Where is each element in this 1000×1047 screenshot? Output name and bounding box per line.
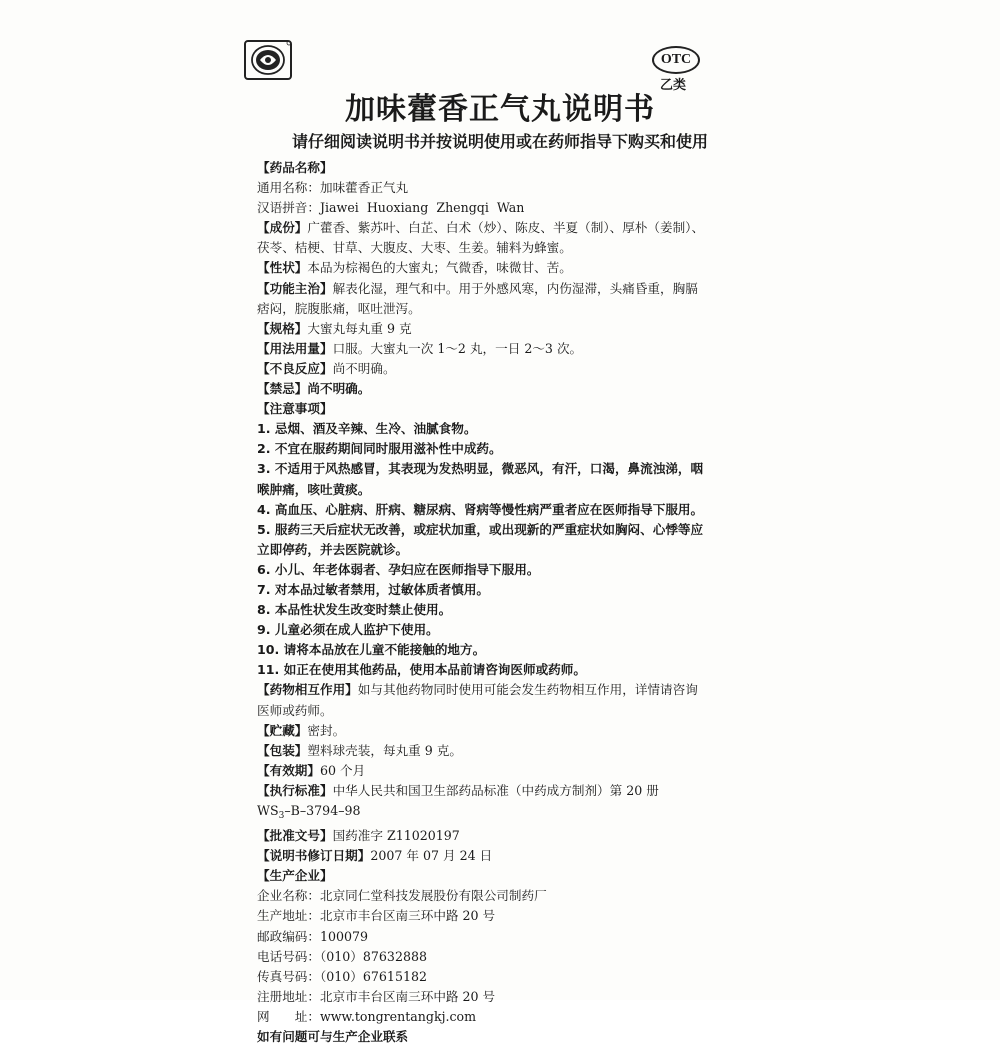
postcode-value: 100079 (319, 928, 369, 944)
precaution-item: 4. 高血压、心脏病、肝病、糖尿病、肾病等慢性病严重者应在医师指导下服用。 (257, 501, 704, 517)
precaution-item: 立即停药，并去医院就诊。 (257, 541, 409, 557)
indication-line-1: 解表化湿，理气和中。用于外感风寒，内伤湿滞，头痛昏重，胸膈 (332, 280, 698, 296)
website-link[interactable]: www.tongrentangkj.com (319, 1008, 477, 1024)
registered-address-row (257, 987, 727, 1007)
precaution-item: 喉肿痛，咳吐黄痰。 (257, 481, 371, 497)
postcode-row (257, 927, 727, 947)
contraindication-row (257, 379, 727, 399)
approval-row (257, 826, 727, 846)
pinyin-value: Jiawei Huoxiang Zhengqi Wan (319, 200, 525, 216)
character-label: 【性状】 (257, 260, 308, 276)
precaution-item: 10. 请将本品放在儿童不能接触的地方。 (257, 642, 486, 658)
package-row (257, 741, 727, 761)
validity-value: 60 个月 (319, 762, 366, 778)
manufacturer-label: 【生产企业】 (257, 868, 333, 884)
adverse-value: 尚不明确。 (332, 360, 396, 376)
ingredients-label: 【成份】 (257, 220, 308, 236)
section-drug-name-label: 【药品名称】 (257, 160, 333, 175)
revision-label: 【说明书修订日期】 (257, 848, 371, 864)
company-row (257, 886, 727, 906)
contraindication-label: 【禁忌】 (257, 381, 308, 397)
ingredients-line-1: 广藿香、紫苏叶、白芷、白术（炒）、陈皮、半夏（制）、厚朴（姜制）、 (307, 220, 705, 236)
dosage-value: 口服。大蜜丸一次 1～2 丸，一日 2～3 次。 (332, 340, 583, 356)
phone-row (257, 947, 727, 967)
address-row (257, 906, 727, 926)
standard-code-subscript: 3 (278, 811, 285, 821)
package-label: 【包装】 (257, 742, 308, 758)
standard-label: 【执行标准】 (257, 782, 333, 798)
precaution-item: 8. 本品性状发生改变时禁止使用。 (257, 602, 452, 618)
spec-row (257, 319, 727, 339)
otc-class-label: 乙类 (660, 78, 687, 93)
registered-address-value: 北京市丰台区南三环中路 20 号 (319, 988, 496, 1004)
storage-row (257, 721, 727, 741)
approval-label: 【批准文号】 (257, 828, 333, 844)
interaction-row (257, 680, 727, 700)
precaution-item: 1. 忌烟、酒及辛辣、生冷、油腻食物。 (257, 421, 477, 437)
precaution-item: 11. 如正在使用其他药品，使用本品前请咨询医师或药师。 (257, 662, 586, 678)
standard-row (257, 781, 727, 801)
indication-row (257, 279, 727, 299)
pinyin-label: 汉语拼音： (257, 200, 320, 216)
company-value: 北京同仁堂科技发展股份有限公司制药厂 (319, 888, 547, 904)
ingredients-line-2: 茯苓、桔梗、甘草、大腹皮、大枣、生姜。辅料为蜂蜜。 (257, 240, 572, 256)
company-label: 企业名称： (257, 888, 320, 904)
dosage-label: 【用法用量】 (257, 340, 333, 356)
validity-label: 【有效期】 (257, 762, 320, 778)
fax-row (257, 967, 727, 987)
adverse-row (257, 359, 727, 379)
postcode-label: 邮政编码： (257, 928, 320, 944)
phone-label: 电话号码： (257, 948, 320, 964)
document-title: 加味藿香正气丸说明书 (345, 92, 655, 127)
precaution-item: 3. 不适用于风热感冒，其表现为发热明显，微恶风，有汗，口渴，鼻流浊涕，咽 (257, 461, 704, 477)
contact-footer: 如有问题可与生产企业联系 (257, 1029, 409, 1045)
contraindication-value: 尚不明确。 (307, 381, 371, 397)
precaution-item: 2. 不宜在服药期间同时服用滋补性中成药。 (257, 441, 502, 457)
precaution-item: 7. 对本品过敏者禁用，过敏体质者慎用。 (257, 581, 490, 597)
address-label: 生产地址： (257, 908, 320, 924)
revision-row (257, 846, 727, 866)
storage-label: 【贮藏】 (257, 722, 308, 738)
registered-address-label: 注册地址： (257, 988, 320, 1004)
interaction-line-1: 如与其他药物同时使用可能会发生药物相互作用，详情请咨询 (357, 682, 698, 698)
otc-badge: OTC (652, 46, 700, 74)
revision-value: 2007 年 07 月 24 日 (370, 848, 493, 864)
standard-value: 中华人民共和国卫生部药品标准（中药成方制剂）第 20 册 (332, 782, 659, 798)
standard-code-prefix: WS (257, 803, 279, 818)
indication-label: 【功能主治】 (257, 280, 333, 296)
package-value: 塑料球壳装，每丸重 9 克。 (307, 742, 462, 758)
standard-code-row (257, 801, 727, 826)
dosage-row (257, 339, 727, 359)
adverse-label: 【不良反应】 (257, 360, 333, 376)
generic-name-value: 加味藿香正气丸 (319, 180, 409, 196)
storage-value: 密封。 (307, 722, 346, 738)
indication-line-2: 痞闷，脘腹胀痛，呕吐泄泻。 (257, 300, 421, 316)
tongrentang-logo-icon (244, 40, 292, 80)
document-subtitle: 请仔细阅读说明书并按说明使用或在药师指导下购买和使用 (291, 132, 708, 151)
website-label: 网 址： (257, 1008, 320, 1024)
generic-name-label: 通用名称： (257, 180, 320, 196)
precaution-item: 6. 小儿、年老体弱者、孕妇应在医师指导下服用。 (257, 561, 540, 577)
interaction-line-2: 医师或药师。 (257, 702, 333, 718)
validity-row (257, 761, 727, 781)
standard-code-suffix: –B–3794–98 (284, 803, 361, 818)
precautions-label: 【注意事项】 (257, 401, 333, 417)
generic-name-row (257, 178, 727, 198)
character-row (257, 258, 727, 278)
website-row (257, 1007, 727, 1027)
leaflet-body (257, 158, 727, 1047)
ingredients-row (257, 218, 727, 238)
precaution-item: 9. 儿童必须在成人监护下使用。 (257, 622, 439, 638)
interaction-label: 【药物相互作用】 (257, 682, 358, 698)
phone-value: （010）87632888 (319, 948, 427, 964)
character-value: 本品为棕褐色的大蜜丸；气微香，味微甘、苦。 (307, 260, 572, 276)
spec-label: 【规格】 (257, 320, 308, 336)
approval-value: 国药准字 Z11020197 (332, 828, 460, 844)
address-value: 北京市丰台区南三环中路 20 号 (319, 908, 496, 924)
fax-label: 传真号码： (257, 968, 320, 984)
fax-value: （010）67615182 (319, 968, 427, 984)
spec-value: 大蜜丸每丸重 9 克 (307, 320, 412, 336)
pinyin-row (257, 198, 727, 218)
precaution-item: 5. 服药三天后症状无改善，或症状加重，或出现新的严重症状如胸闷、心悸等应 (257, 521, 704, 537)
